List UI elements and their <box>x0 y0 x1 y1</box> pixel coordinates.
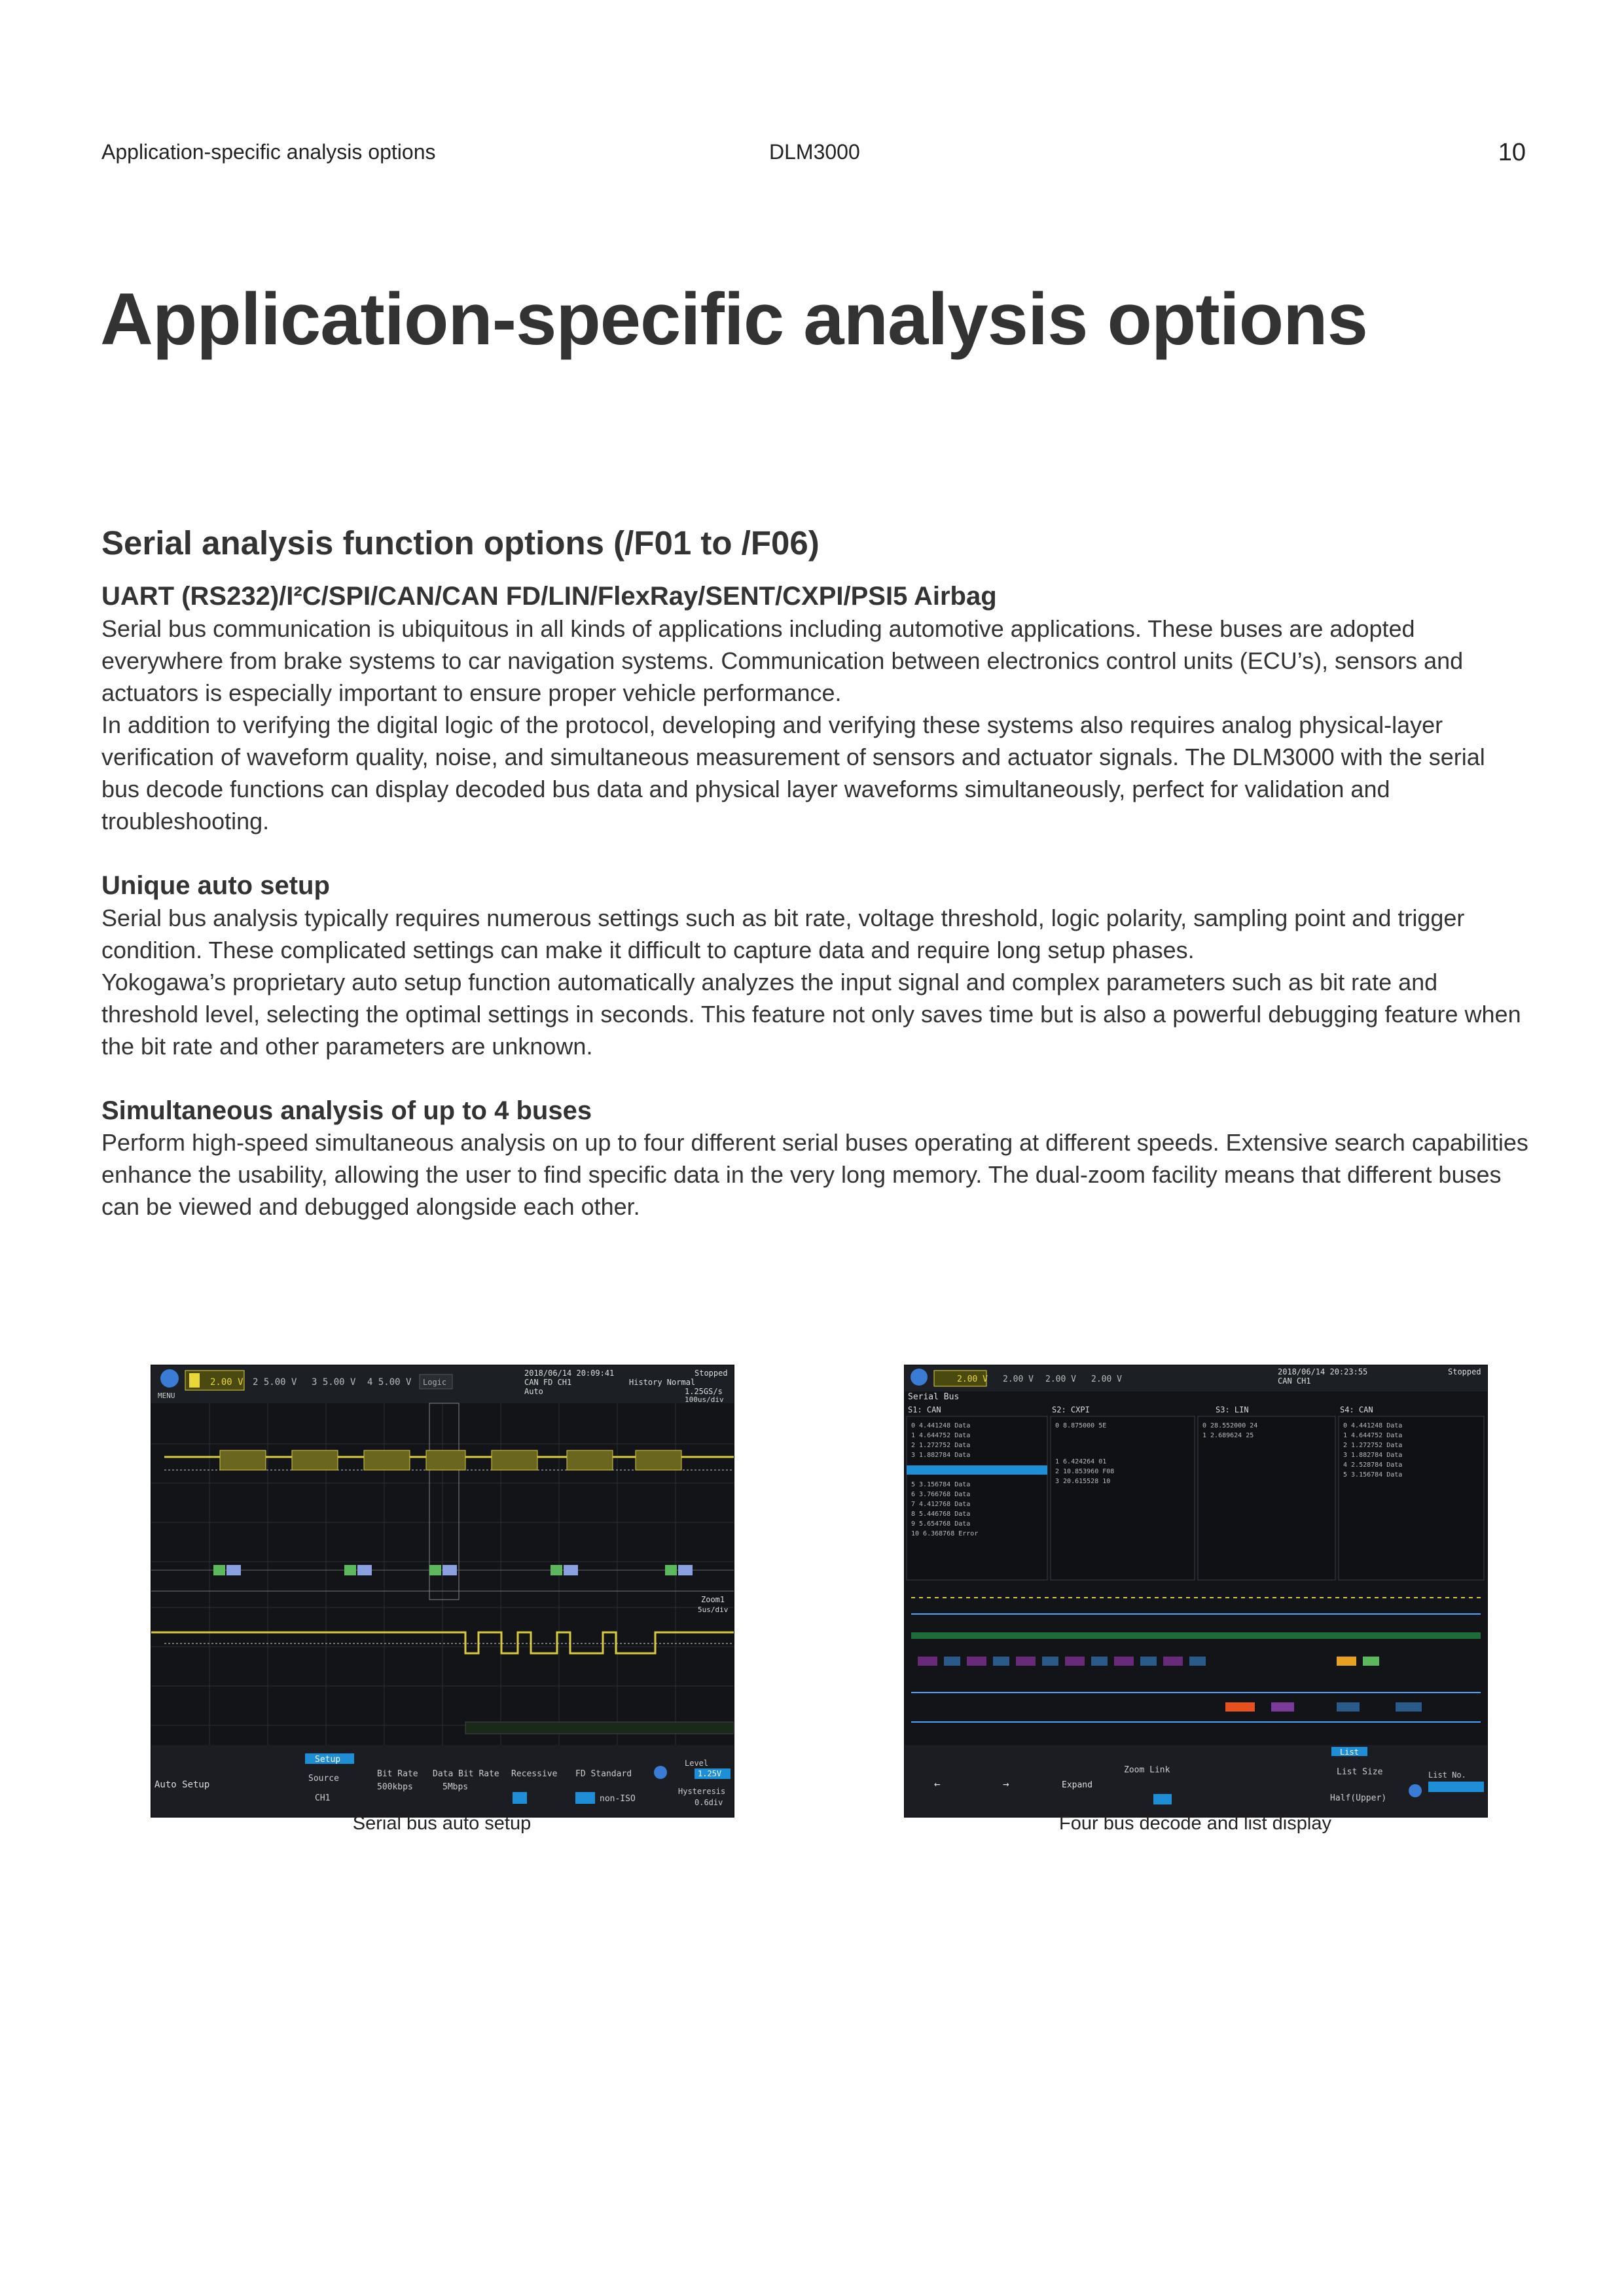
left-data-bit-rate-label: Data Bit Rate <box>433 1769 499 1779</box>
left-bit-rate-label: Bit Rate <box>377 1769 418 1779</box>
svg-text:2.00 V: 2.00 V <box>1003 1374 1034 1384</box>
four-bus-decode-screenshot <box>904 1365 1488 1818</box>
left-hysteresis-value: 0.6div <box>695 1798 723 1807</box>
svg-text:2.00 V: 2.00 V <box>210 1377 244 1388</box>
svg-text:5 3.156784 Data: 5 3.156784 Data <box>1343 1471 1403 1479</box>
svg-text:1 4.644752 Data: 1 4.644752 Data <box>1343 1432 1403 1439</box>
bus-label-4: S4: CAN <box>1340 1405 1373 1414</box>
svg-text:2.00 V: 2.00 V <box>957 1374 988 1384</box>
svg-text:1 2.689624 25: 1 2.689624 25 <box>1202 1432 1254 1439</box>
left-source-label: Source <box>308 1774 339 1784</box>
left-sample-rate: 1.25GS/s <box>685 1387 723 1396</box>
intro-paragraph-2: In addition to verifying the digital logic of the protocol, developing and verifying these systems also requires analog physical-layer verification of waveform quality, noise, and simultaneous measurement of sensors and actuator signals. The DLM3000 with the serial bus decode functions can display decoded bus data and physical layer waveforms simultaneously, perfect for validation and troubleshooting. <box>101 711 1485 834</box>
right-zoom-link-label: Zoom Link <box>1124 1765 1170 1775</box>
left-bit-rate-value: 500kbps <box>377 1782 413 1792</box>
svg-text:10 6.368768 Error: 10 6.368768 Error <box>911 1530 979 1537</box>
right-datetime: 2018/06/14 20:23:55 <box>1278 1367 1368 1376</box>
left-auto-setup-button[interactable]: Auto Setup <box>154 1780 210 1790</box>
right-status: Stopped <box>1448 1367 1481 1376</box>
svg-text:3 20.615528 10: 3 20.615528 10 <box>1055 1478 1111 1485</box>
svg-text:2 5.00 V: 2 5.00 V <box>253 1377 297 1388</box>
left-recessive-label: Recessive <box>511 1769 558 1779</box>
svg-text:5 3.156784 Data: 5 3.156784 Data <box>911 1481 971 1488</box>
left-mode: Auto <box>524 1387 543 1396</box>
left-level-label: Level <box>685 1759 709 1768</box>
svg-text:0 4.441248 Data: 0 4.441248 Data <box>1343 1422 1403 1429</box>
svg-text:1 4.644752 Data: 1 4.644752 Data <box>911 1432 971 1439</box>
svg-text:4 5.00 V: 4 5.00 V <box>367 1377 412 1388</box>
left-data-bit-rate-value: 5Mbps <box>442 1782 469 1792</box>
section-heading: Serial analysis function options (/F01 to /F06) <box>101 524 820 562</box>
svg-text:1 6.424264 01: 1 6.424264 01 <box>1055 1458 1107 1465</box>
svg-text:MENU: MENU <box>158 1391 175 1400</box>
right-expand-button[interactable]: Expand <box>1062 1780 1092 1790</box>
bus-label-2: S2: CXPI <box>1052 1405 1090 1414</box>
svg-text:2 1.272752 Data: 2 1.272752 Data <box>1343 1442 1403 1449</box>
left-level-value: 1.25V <box>698 1769 722 1778</box>
bus-label-3: S3: LIN <box>1216 1405 1249 1414</box>
header-product-label: DLM3000 <box>769 140 860 164</box>
svg-text:→: → <box>1003 1778 1009 1790</box>
svg-text:8 5.446768 Data: 8 5.446768 Data <box>911 1511 971 1518</box>
left-fd-standard-label: FD Standard <box>575 1769 632 1779</box>
left-trigger: CAN FD CH1 <box>524 1378 572 1387</box>
left-timebase: 100us/div <box>685 1395 724 1404</box>
multi-bus-heading: Simultaneous analysis of up to 4 buses <box>101 1096 592 1125</box>
main-content <box>101 524 1528 1223</box>
protocols-heading: UART (RS232)/I²C/SPI/CAN/CAN FD/LIN/FlexRay/SENT/CXPI/PSI5 Airbag <box>101 582 997 611</box>
svg-text:7 4.412768 Data: 7 4.412768 Data <box>911 1501 971 1508</box>
svg-text:0 4.441248 Data: 0 4.441248 Data <box>911 1422 971 1429</box>
svg-text:2 1.272752 Data: 2 1.272752 Data <box>911 1442 971 1449</box>
svg-text:4 2.528784 Data: 4 2.528784 Data <box>1343 1462 1403 1469</box>
left-hysteresis-label: Hysteresis <box>678 1787 726 1796</box>
menu-icon-right <box>911 1369 928 1386</box>
svg-text:←: ← <box>934 1778 941 1790</box>
left-status: Stopped <box>695 1369 728 1378</box>
right-list-tab: List <box>1340 1748 1359 1757</box>
auto-setup-paragraph-2: Yokogawa’s proprietary auto setup function automatically analyzes the input signal and complex parameters such as bit rate and threshold level, selecting the optimal settings in seconds. This feature not only saves time but is also a powerful debugging feature when the bit rate and other parameters are unknown. <box>101 968 1521 1060</box>
svg-text:3 5.00 V: 3 5.00 V <box>312 1377 356 1388</box>
right-figure-caption: Four bus decode and list display <box>1059 1813 1331 1834</box>
page-number: 10 <box>1498 139 1526 166</box>
svg-text:2 10.853960 F08: 2 10.853960 F08 <box>1055 1468 1115 1475</box>
push-knob-icon-right <box>1409 1784 1422 1797</box>
svg-text:0 28.552000 24: 0 28.552000 24 <box>1202 1422 1258 1429</box>
auto-setup-screenshot <box>151 1365 734 1818</box>
multi-bus-paragraph: Perform high-speed simultaneous analysis on up to four different serial buses operating at different speeds. Extensive search capabilities enhance the usability, allowing the user to find specific data in the very long memory. The dual-zoom facility means that different buses can be viewed and debugged alongside each other. <box>101 1129 1528 1221</box>
left-setup-tab: Setup <box>315 1755 341 1765</box>
header-section-label: Application-specific analysis options <box>101 140 436 164</box>
right-panel-title: Serial Bus <box>908 1392 960 1402</box>
auto-setup-heading: Unique auto setup <box>101 870 330 900</box>
svg-text:3 1.882784 Data: 3 1.882784 Data <box>1343 1452 1403 1459</box>
page-title: Application-specific analysis options <box>100 278 1367 360</box>
auto-setup-paragraph-1: Serial bus analysis typically requires numerous settings such as bit rate, voltage threshold, logic polarity, sampling point and trigger condition. These complicated settings can make it difficult to capture data and require long setup phases. <box>101 904 1465 963</box>
svg-text:2.00 V: 2.00 V <box>1091 1374 1122 1384</box>
menu-icon <box>160 1369 179 1388</box>
left-datetime: 2018/06/14 20:09:41 <box>524 1369 615 1378</box>
bus-label-1: S1: CAN <box>908 1405 941 1414</box>
right-list-no-label: List No. <box>1428 1770 1466 1780</box>
left-zoom-timebase: 5us/div <box>698 1605 729 1614</box>
svg-text:3 1.882784 Data: 3 1.882784 Data <box>911 1452 971 1459</box>
left-zoom-label: Zoom1 <box>701 1595 725 1604</box>
svg-text:Logic: Logic <box>423 1378 447 1387</box>
svg-text:2.00 V: 2.00 V <box>1045 1374 1076 1384</box>
svg-text:0 8.875000 5E: 0 8.875000 5E <box>1055 1422 1107 1429</box>
svg-text:6 3.766768 Data: 6 3.766768 Data <box>911 1491 971 1498</box>
svg-text:9 5.654768 Data: 9 5.654768 Data <box>911 1520 971 1528</box>
left-source-value: CH1 <box>315 1793 331 1803</box>
right-trigger: CAN CH1 <box>1278 1376 1311 1386</box>
right-list-size-value: Half(Upper) <box>1330 1793 1387 1803</box>
push-knob-icon <box>654 1766 667 1779</box>
left-figure-caption: Serial bus auto setup <box>352 1813 532 1834</box>
left-history: History Normal <box>629 1378 696 1387</box>
intro-paragraph-1: Serial bus communication is ubiquitous in all kinds of applications including automotive applications. These buses are adopted everywhere from brake systems to car navigation systems. Communication between electronics control units (ECU’s), sensors and actuators is especially important to ensure proper vehicle performance. <box>101 615 1464 706</box>
right-list-size-label: List Size <box>1337 1767 1383 1777</box>
left-fd-standard-value: non-ISO <box>600 1794 636 1804</box>
